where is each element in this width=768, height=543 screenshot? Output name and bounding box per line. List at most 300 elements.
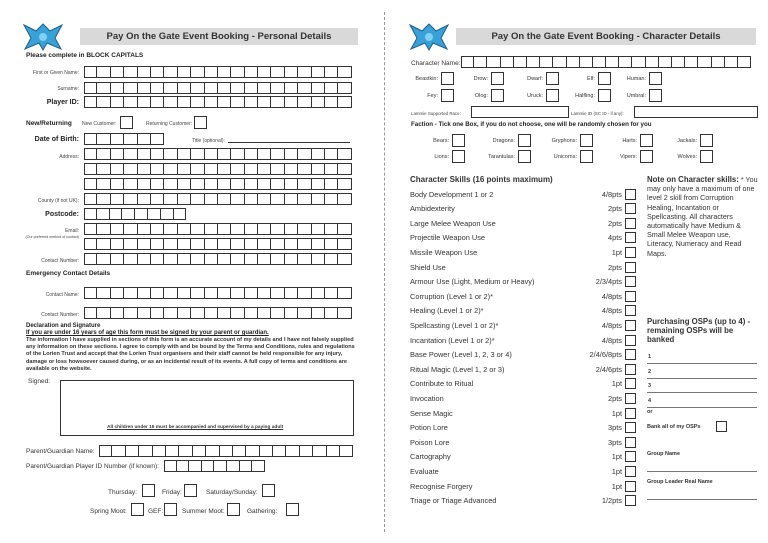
character-cell[interactable] — [285, 96, 298, 108]
character-cell[interactable] — [97, 178, 110, 190]
character-cell[interactable] — [178, 148, 191, 160]
character-cell[interactable] — [164, 307, 177, 319]
character-cell[interactable] — [312, 82, 325, 94]
character-cell[interactable] — [325, 163, 338, 175]
character-cell[interactable] — [298, 238, 311, 250]
character-cell[interactable] — [738, 56, 751, 68]
character-cell[interactable] — [214, 460, 227, 472]
skill-checkbox[interactable] — [625, 335, 636, 346]
character-cell[interactable] — [313, 445, 326, 457]
osp-line[interactable] — [647, 407, 757, 408]
character-cell[interactable] — [124, 96, 137, 108]
character-cell[interactable] — [338, 307, 351, 319]
character-cell[interactable] — [151, 96, 164, 108]
character-cell[interactable] — [325, 287, 338, 299]
character-cell[interactable] — [178, 223, 191, 235]
race-checkbox[interactable] — [649, 89, 662, 102]
character-cell[interactable] — [312, 253, 325, 265]
character-cell[interactable] — [138, 163, 151, 175]
character-cell[interactable] — [231, 307, 244, 319]
character-cell[interactable] — [205, 148, 218, 160]
character-cell[interactable] — [138, 287, 151, 299]
faction-checkbox[interactable] — [700, 134, 713, 147]
character-cell[interactable] — [258, 223, 271, 235]
guardian-id-field[interactable] — [164, 460, 265, 472]
character-cell[interactable] — [258, 82, 271, 94]
character-cell[interactable] — [300, 445, 313, 457]
player-id-field[interactable] — [84, 96, 352, 108]
character-cell[interactable] — [725, 56, 738, 68]
character-cell[interactable] — [298, 307, 311, 319]
character-cell[interactable] — [97, 223, 110, 235]
character-cell[interactable] — [298, 66, 311, 78]
character-cell[interactable] — [231, 163, 244, 175]
county-field[interactable] — [84, 193, 352, 205]
character-cell[interactable] — [685, 56, 698, 68]
character-cell[interactable] — [218, 148, 231, 160]
surname-field[interactable] — [84, 82, 352, 94]
character-cell[interactable] — [501, 56, 514, 68]
new-customer-checkbox[interactable] — [120, 116, 133, 129]
character-cell[interactable] — [84, 133, 97, 145]
skill-checkbox[interactable] — [625, 232, 636, 243]
character-cell[interactable] — [164, 82, 177, 94]
character-cell[interactable] — [338, 287, 351, 299]
character-cell[interactable] — [164, 96, 177, 108]
character-cell[interactable] — [205, 163, 218, 175]
character-cell[interactable] — [138, 133, 151, 145]
character-cell[interactable] — [258, 307, 271, 319]
character-cell[interactable] — [111, 66, 124, 78]
character-cell[interactable] — [178, 253, 191, 265]
friday-checkbox[interactable] — [184, 484, 197, 497]
character-cell[interactable] — [126, 445, 139, 457]
character-cell[interactable] — [110, 208, 123, 220]
skill-checkbox[interactable] — [625, 349, 636, 360]
osp-line[interactable] — [647, 392, 757, 393]
character-cell[interactable] — [205, 287, 218, 299]
character-cell[interactable] — [138, 238, 151, 250]
skill-checkbox[interactable] — [625, 481, 636, 492]
character-cell[interactable] — [151, 223, 164, 235]
character-cell[interactable] — [258, 287, 271, 299]
character-cell[interactable] — [191, 163, 204, 175]
skill-checkbox[interactable] — [625, 408, 636, 419]
character-cell[interactable] — [164, 178, 177, 190]
character-cell[interactable] — [111, 193, 124, 205]
character-cell[interactable] — [191, 148, 204, 160]
character-cell[interactable] — [231, 287, 244, 299]
character-cell[interactable] — [240, 460, 253, 472]
character-cell[interactable] — [527, 56, 540, 68]
character-cell[interactable] — [325, 307, 338, 319]
character-cell[interactable] — [178, 66, 191, 78]
character-cell[interactable] — [111, 253, 124, 265]
character-cell[interactable] — [124, 223, 137, 235]
skill-checkbox[interactable] — [625, 218, 636, 229]
character-cell[interactable] — [258, 163, 271, 175]
character-cell[interactable] — [124, 82, 137, 94]
character-name-field[interactable] — [461, 56, 751, 68]
character-cell[interactable] — [298, 223, 311, 235]
character-cell[interactable] — [227, 460, 240, 472]
character-cell[interactable] — [111, 238, 124, 250]
character-cell[interactable] — [271, 238, 284, 250]
skill-checkbox[interactable] — [625, 466, 636, 477]
character-cell[interactable] — [553, 56, 566, 68]
character-cell[interactable] — [191, 253, 204, 265]
character-cell[interactable] — [111, 133, 124, 145]
character-cell[interactable] — [178, 193, 191, 205]
character-cell[interactable] — [97, 163, 110, 175]
character-cell[interactable] — [191, 66, 204, 78]
character-cell[interactable] — [138, 307, 151, 319]
character-cell[interactable] — [338, 238, 351, 250]
character-cell[interactable] — [312, 193, 325, 205]
character-cell[interactable] — [151, 66, 164, 78]
skill-checkbox[interactable] — [625, 378, 636, 389]
character-cell[interactable] — [245, 148, 258, 160]
character-cell[interactable] — [338, 82, 351, 94]
character-cell[interactable] — [312, 96, 325, 108]
character-cell[interactable] — [340, 445, 353, 457]
character-cell[interactable] — [298, 287, 311, 299]
character-cell[interactable] — [139, 445, 152, 457]
character-cell[interactable] — [218, 163, 231, 175]
character-cell[interactable] — [258, 148, 271, 160]
character-cell[interactable] — [245, 178, 258, 190]
character-cell[interactable] — [191, 223, 204, 235]
character-cell[interactable] — [271, 223, 284, 235]
character-cell[interactable] — [148, 208, 161, 220]
character-cell[interactable] — [97, 148, 110, 160]
character-cell[interactable] — [298, 163, 311, 175]
character-cell[interactable] — [285, 287, 298, 299]
character-cell[interactable] — [298, 193, 311, 205]
character-cell[interactable] — [312, 148, 325, 160]
character-cell[interactable] — [285, 163, 298, 175]
skill-checkbox[interactable] — [625, 393, 636, 404]
character-cell[interactable] — [122, 208, 135, 220]
character-cell[interactable] — [193, 445, 206, 457]
character-cell[interactable] — [97, 96, 110, 108]
character-cell[interactable] — [205, 238, 218, 250]
character-cell[interactable] — [135, 208, 148, 220]
title-field[interactable] — [228, 142, 350, 143]
character-cell[interactable] — [164, 148, 177, 160]
character-cell[interactable] — [698, 56, 711, 68]
character-cell[interactable] — [285, 238, 298, 250]
character-cell[interactable] — [178, 238, 191, 250]
character-cell[interactable] — [164, 66, 177, 78]
character-cell[interactable] — [659, 56, 672, 68]
character-cell[interactable] — [338, 163, 351, 175]
character-cell[interactable] — [285, 307, 298, 319]
character-cell[interactable] — [325, 193, 338, 205]
character-cell[interactable] — [218, 287, 231, 299]
character-cell[interactable] — [178, 96, 191, 108]
character-cell[interactable] — [218, 193, 231, 205]
character-cell[interactable] — [84, 163, 97, 175]
character-cell[interactable] — [258, 253, 271, 265]
character-cell[interactable] — [245, 307, 258, 319]
character-cell[interactable] — [97, 287, 110, 299]
skill-checkbox[interactable] — [625, 203, 636, 214]
character-cell[interactable] — [245, 163, 258, 175]
character-cell[interactable] — [271, 96, 284, 108]
character-cell[interactable] — [487, 56, 500, 68]
character-cell[interactable] — [273, 445, 286, 457]
character-cell[interactable] — [111, 96, 124, 108]
character-cell[interactable] — [164, 238, 177, 250]
character-cell[interactable] — [231, 178, 244, 190]
character-cell[interactable] — [138, 148, 151, 160]
character-cell[interactable] — [474, 56, 487, 68]
bank-all-checkbox[interactable] — [716, 421, 727, 432]
character-cell[interactable] — [245, 238, 258, 250]
character-cell[interactable] — [258, 66, 271, 78]
character-cell[interactable] — [124, 148, 137, 160]
character-cell[interactable] — [124, 287, 137, 299]
character-cell[interactable] — [178, 178, 191, 190]
character-cell[interactable] — [218, 253, 231, 265]
character-cell[interactable] — [124, 307, 137, 319]
character-cell[interactable] — [205, 96, 218, 108]
skill-checkbox[interactable] — [625, 364, 636, 375]
character-cell[interactable] — [97, 66, 110, 78]
returning-customer-checkbox[interactable] — [194, 116, 207, 129]
race-checkbox[interactable] — [649, 72, 662, 85]
character-cell[interactable] — [245, 253, 258, 265]
character-cell[interactable] — [151, 148, 164, 160]
character-cell[interactable] — [325, 148, 338, 160]
skill-checkbox[interactable] — [625, 247, 636, 258]
character-cell[interactable] — [151, 163, 164, 175]
osp-line[interactable] — [647, 378, 757, 379]
character-cell[interactable] — [164, 163, 177, 175]
character-cell[interactable] — [151, 133, 164, 145]
osp-line[interactable] — [647, 363, 757, 364]
character-cell[interactable] — [177, 460, 190, 472]
character-cell[interactable] — [312, 178, 325, 190]
character-cell[interactable] — [151, 307, 164, 319]
character-cell[interactable] — [164, 223, 177, 235]
character-cell[interactable] — [191, 287, 204, 299]
character-cell[interactable] — [231, 82, 244, 94]
character-cell[interactable] — [285, 253, 298, 265]
character-cell[interactable] — [258, 96, 271, 108]
character-cell[interactable] — [252, 460, 265, 472]
character-cell[interactable] — [245, 287, 258, 299]
character-cell[interactable] — [111, 82, 124, 94]
character-cell[interactable] — [124, 66, 137, 78]
character-cell[interactable] — [260, 445, 273, 457]
character-cell[interactable] — [151, 178, 164, 190]
character-cell[interactable] — [111, 307, 124, 319]
character-cell[interactable] — [111, 223, 124, 235]
address-line-3[interactable] — [84, 178, 352, 190]
character-cell[interactable] — [271, 163, 284, 175]
character-cell[interactable] — [112, 445, 125, 457]
character-cell[interactable] — [245, 96, 258, 108]
character-cell[interactable] — [124, 163, 137, 175]
character-cell[interactable] — [338, 223, 351, 235]
character-cell[interactable] — [97, 238, 110, 250]
character-cell[interactable] — [285, 82, 298, 94]
character-cell[interactable] — [312, 66, 325, 78]
character-cell[interactable] — [338, 66, 351, 78]
character-cell[interactable] — [111, 287, 124, 299]
character-cell[interactable] — [338, 148, 351, 160]
character-cell[interactable] — [258, 193, 271, 205]
emergency-name-field[interactable] — [84, 287, 352, 299]
character-cell[interactable] — [84, 253, 97, 265]
character-cell[interactable] — [124, 178, 137, 190]
character-cell[interactable] — [138, 82, 151, 94]
gathering-checkbox[interactable] — [286, 503, 299, 516]
character-cell[interactable] — [298, 96, 311, 108]
character-cell[interactable] — [205, 193, 218, 205]
character-cell[interactable] — [271, 66, 284, 78]
character-cell[interactable] — [271, 178, 284, 190]
character-cell[interactable] — [593, 56, 606, 68]
character-cell[interactable] — [164, 193, 177, 205]
character-cell[interactable] — [189, 460, 202, 472]
character-cell[interactable] — [285, 66, 298, 78]
skill-checkbox[interactable] — [625, 291, 636, 302]
character-cell[interactable] — [205, 178, 218, 190]
character-cell[interactable] — [258, 178, 271, 190]
character-cell[interactable] — [166, 445, 179, 457]
character-cell[interactable] — [111, 148, 124, 160]
character-cell[interactable] — [220, 445, 233, 457]
character-cell[interactable] — [271, 148, 284, 160]
emergency-number-field[interactable] — [84, 307, 352, 319]
character-cell[interactable] — [271, 193, 284, 205]
character-cell[interactable] — [285, 193, 298, 205]
character-cell[interactable] — [191, 238, 204, 250]
character-cell[interactable] — [231, 193, 244, 205]
character-cell[interactable] — [205, 307, 218, 319]
character-cell[interactable] — [325, 178, 338, 190]
character-cell[interactable] — [580, 56, 593, 68]
character-cell[interactable] — [271, 82, 284, 94]
character-cell[interactable] — [164, 253, 177, 265]
lammie-id-field[interactable] — [634, 106, 758, 118]
character-cell[interactable] — [191, 178, 204, 190]
summer-moot-checkbox[interactable] — [227, 503, 240, 516]
character-cell[interactable] — [231, 223, 244, 235]
character-cell[interactable] — [138, 223, 151, 235]
character-cell[interactable] — [258, 238, 271, 250]
character-cell[interactable] — [218, 82, 231, 94]
character-cell[interactable] — [206, 445, 219, 457]
skill-checkbox[interactable] — [625, 276, 636, 287]
character-cell[interactable] — [111, 178, 124, 190]
character-cell[interactable] — [191, 307, 204, 319]
character-cell[interactable] — [84, 148, 97, 160]
spring-moot-checkbox[interactable] — [131, 503, 144, 516]
character-cell[interactable] — [84, 96, 97, 108]
character-cell[interactable] — [298, 148, 311, 160]
character-cell[interactable] — [325, 66, 338, 78]
character-cell[interactable] — [233, 445, 246, 457]
character-cell[interactable] — [338, 253, 351, 265]
email-line-2[interactable] — [84, 238, 352, 250]
character-cell[interactable] — [84, 66, 97, 78]
character-cell[interactable] — [178, 287, 191, 299]
character-cell[interactable] — [138, 178, 151, 190]
dob-field[interactable] — [84, 133, 164, 145]
skill-checkbox[interactable] — [625, 422, 636, 433]
character-cell[interactable] — [178, 163, 191, 175]
character-cell[interactable] — [218, 178, 231, 190]
character-cell[interactable] — [461, 56, 474, 68]
character-cell[interactable] — [179, 445, 192, 457]
email-line-1[interactable] — [84, 223, 352, 235]
character-cell[interactable] — [191, 82, 204, 94]
character-cell[interactable] — [286, 445, 299, 457]
skill-checkbox[interactable] — [625, 320, 636, 331]
character-cell[interactable] — [245, 66, 258, 78]
character-cell[interactable] — [312, 287, 325, 299]
character-cell[interactable] — [84, 208, 97, 220]
character-cell[interactable] — [246, 445, 259, 457]
character-cell[interactable] — [338, 193, 351, 205]
character-cell[interactable] — [124, 133, 137, 145]
character-cell[interactable] — [231, 96, 244, 108]
skill-checkbox[interactable] — [625, 495, 636, 506]
character-cell[interactable] — [191, 96, 204, 108]
group-leader-field[interactable] — [647, 499, 757, 500]
character-cell[interactable] — [138, 96, 151, 108]
address-line-1[interactable] — [84, 148, 352, 160]
skill-checkbox[interactable] — [625, 262, 636, 273]
character-cell[interactable] — [567, 56, 580, 68]
character-cell[interactable] — [164, 287, 177, 299]
gef-checkbox[interactable] — [164, 503, 177, 516]
character-cell[interactable] — [124, 253, 137, 265]
character-cell[interactable] — [151, 82, 164, 94]
character-cell[interactable] — [151, 253, 164, 265]
character-cell[interactable] — [325, 238, 338, 250]
character-cell[interactable] — [84, 223, 97, 235]
character-cell[interactable] — [325, 82, 338, 94]
character-cell[interactable] — [84, 193, 97, 205]
character-cell[interactable] — [271, 307, 284, 319]
character-cell[interactable] — [202, 460, 215, 472]
character-cell[interactable] — [231, 66, 244, 78]
character-cell[interactable] — [325, 223, 338, 235]
character-cell[interactable] — [84, 287, 97, 299]
character-cell[interactable] — [84, 307, 97, 319]
character-cell[interactable] — [205, 253, 218, 265]
character-cell[interactable] — [97, 307, 110, 319]
character-cell[interactable] — [218, 96, 231, 108]
skill-checkbox[interactable] — [625, 305, 636, 316]
character-cell[interactable] — [298, 253, 311, 265]
character-cell[interactable] — [97, 133, 110, 145]
character-cell[interactable] — [285, 223, 298, 235]
character-cell[interactable] — [298, 82, 311, 94]
character-cell[interactable] — [97, 82, 110, 94]
character-cell[interactable] — [218, 66, 231, 78]
postcode-field[interactable] — [84, 208, 186, 220]
contact-number-field[interactable] — [84, 253, 352, 265]
character-cell[interactable] — [619, 56, 632, 68]
character-cell[interactable] — [672, 56, 685, 68]
character-cell[interactable] — [124, 193, 137, 205]
